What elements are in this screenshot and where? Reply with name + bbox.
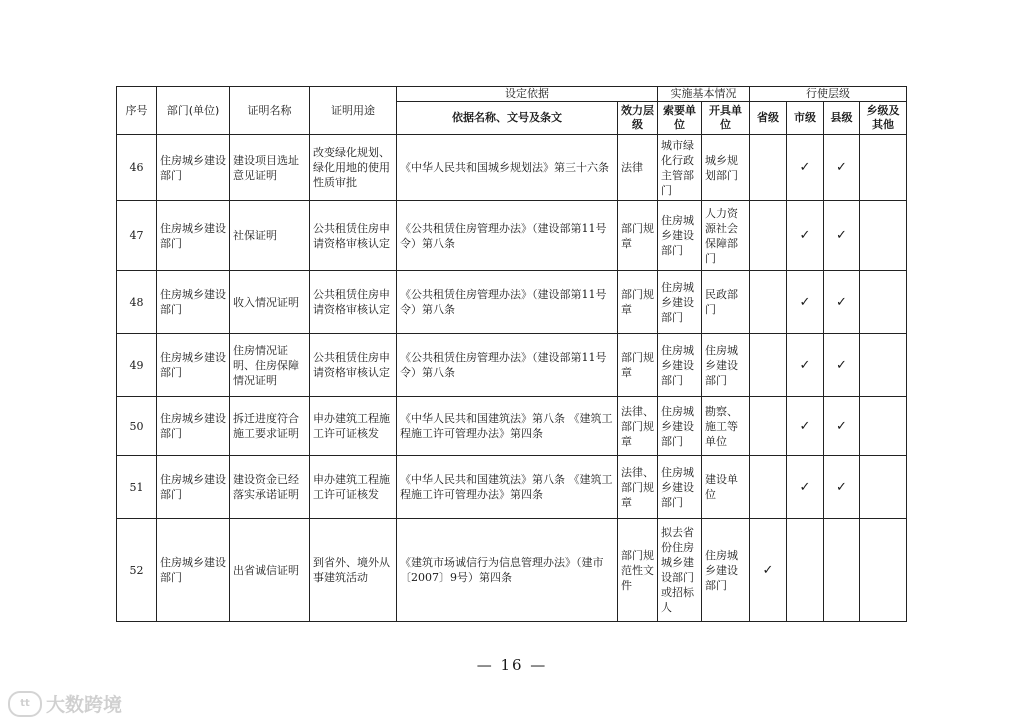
check-county: ✓: [824, 135, 860, 201]
check-county: ✓: [824, 271, 860, 334]
table-row: [117, 456, 907, 519]
table-row: [117, 519, 907, 622]
cell-cert-use: 公共租赁住房申请资格审核认定: [310, 201, 397, 271]
cell-level: 部门规章: [618, 334, 658, 397]
cell-level: 法律、部门规章: [618, 456, 658, 519]
header-impl-required: 索要单位: [658, 102, 702, 135]
check-town: [860, 135, 907, 201]
cell-required: 住房城乡建设部门: [658, 271, 702, 334]
check-city: ✓: [787, 201, 824, 271]
cell-issuer: 勘察、施工等单位: [702, 397, 750, 456]
cell-level: 部门规范性文件: [618, 519, 658, 622]
check-province: [750, 201, 787, 271]
cell-level: 法律: [618, 135, 658, 201]
cell-dept: 住房城乡建设部门: [157, 519, 230, 622]
table-body: [117, 135, 907, 622]
cell-issuer: 住房城乡建设部门: [702, 519, 750, 622]
cell-level: 法律、部门规章: [618, 397, 658, 456]
cell-level: 部门规章: [618, 201, 658, 271]
cell-dept: 住房城乡建设部门: [157, 334, 230, 397]
check-province: [750, 135, 787, 201]
header-lvl-province: 省级: [750, 102, 787, 135]
check-city: ✓: [787, 135, 824, 201]
cell-dept: 住房城乡建设部门: [157, 201, 230, 271]
cell-cert-use: 申办建筑工程施工许可证核发: [310, 397, 397, 456]
cell-required: 住房城乡建设部门: [658, 456, 702, 519]
cell-basis: 《中华人民共和国建筑法》第八条 《建筑工程施工许可管理办法》第四条: [397, 397, 618, 456]
cell-no: 46: [117, 135, 157, 201]
table-row: [117, 271, 907, 334]
table-row: [117, 397, 907, 456]
check-town: [860, 271, 907, 334]
cell-basis: 《公共租赁住房管理办法》（建设部第11号令）第八条: [397, 271, 618, 334]
cell-cert-use: 公共租赁住房申请资格审核认定: [310, 271, 397, 334]
check-county: [824, 519, 860, 622]
cell-required: 住房城乡建设部门: [658, 334, 702, 397]
cell-cert-use: 公共租赁住房申请资格审核认定: [310, 334, 397, 397]
check-province: ✓: [750, 519, 787, 622]
header-dept: 部门(单位): [157, 87, 230, 135]
header-basis-level: 效力层级: [618, 102, 658, 135]
watermark-logo-icon: tt: [8, 691, 42, 717]
table-header: [117, 87, 907, 135]
check-town: [860, 201, 907, 271]
check-city: ✓: [787, 271, 824, 334]
cell-issuer: 城乡规划部门: [702, 135, 750, 201]
header-lvl-county: 县级: [824, 102, 860, 135]
cell-basis: 《建筑市场诚信行为信息管理办法》（建市〔2007〕9号）第四条: [397, 519, 618, 622]
cell-no: 52: [117, 519, 157, 622]
header-lvl-city: 市级: [787, 102, 824, 135]
cell-no: 49: [117, 334, 157, 397]
check-city: [787, 519, 824, 622]
cell-cert-name: 收入情况证明: [230, 271, 310, 334]
check-county: ✓: [824, 201, 860, 271]
page-number: — 16 —: [476, 656, 548, 674]
header-exercise-group: 行使层级: [750, 87, 907, 102]
cell-required: 住房城乡建设部门: [658, 201, 702, 271]
cell-cert-name: 建设资金已经落实承诺证明: [230, 456, 310, 519]
check-county: ✓: [824, 456, 860, 519]
cell-basis: 《中华人民共和国建筑法》第八条 《建筑工程施工许可管理办法》第四条: [397, 456, 618, 519]
table-row: [117, 135, 907, 201]
watermark: [8, 690, 122, 717]
header-cert-use: 证明用途: [310, 87, 397, 135]
header-cert-name: 证明名称: [230, 87, 310, 135]
check-city: ✓: [787, 397, 824, 456]
table-row: [117, 201, 907, 271]
header-impl-issuer: 开具单位: [702, 102, 750, 135]
table-row: [117, 334, 907, 397]
cell-cert-name: 出省诚信证明: [230, 519, 310, 622]
cell-issuer: 住房城乡建设部门: [702, 334, 750, 397]
check-province: [750, 456, 787, 519]
watermark-text: 大数跨境: [46, 694, 123, 716]
cell-level: 部门规章: [618, 271, 658, 334]
cell-basis: 《公共租赁住房管理办法》（建设部第11号令）第八条: [397, 334, 618, 397]
check-town: [860, 397, 907, 456]
header-seq: 序号: [117, 87, 157, 135]
check-town: [860, 456, 907, 519]
check-city: ✓: [787, 334, 824, 397]
check-town: [860, 519, 907, 622]
cell-no: 48: [117, 271, 157, 334]
cell-dept: 住房城乡建设部门: [157, 135, 230, 201]
cell-no: 51: [117, 456, 157, 519]
cell-cert-use: 到省外、境外从事建筑活动: [310, 519, 397, 622]
cell-required: 拟去省份住房城乡建设部门或招标人: [658, 519, 702, 622]
cell-basis: 《中华人民共和国城乡规划法》第三十六条: [397, 135, 618, 201]
cell-required: 城市绿化行政主管部门: [658, 135, 702, 201]
check-city: ✓: [787, 456, 824, 519]
cell-dept: 住房城乡建设部门: [157, 397, 230, 456]
header-basis-name: 依据名称、文号及条文: [397, 102, 618, 135]
check-county: ✓: [824, 397, 860, 456]
cell-cert-use: 改变绿化规划、绿化用地的使用性质审批: [310, 135, 397, 201]
cell-cert-use: 申办建筑工程施工许可证核发: [310, 456, 397, 519]
cell-dept: 住房城乡建设部门: [157, 456, 230, 519]
header-impl-group: 实施基本情况: [658, 87, 750, 102]
cell-cert-name: 社保证明: [230, 201, 310, 271]
certificate-table: [116, 86, 907, 622]
cell-issuer: 人力资源社会保障部门: [702, 201, 750, 271]
cell-cert-name: 拆迁进度符合施工要求证明: [230, 397, 310, 456]
cell-required: 住房城乡建设部门: [658, 397, 702, 456]
check-province: [750, 397, 787, 456]
cell-basis: 《公共租赁住房管理办法》（建设部第11号令）第八条: [397, 201, 618, 271]
cell-issuer: 民政部门: [702, 271, 750, 334]
cell-no: 50: [117, 397, 157, 456]
check-province: [750, 271, 787, 334]
check-county: ✓: [824, 334, 860, 397]
header-basis-group: 设定依据: [397, 87, 658, 102]
cell-cert-name: 建设项目选址意见证明: [230, 135, 310, 201]
check-town: [860, 334, 907, 397]
cell-cert-name: 住房情况证明、住房保障情况证明: [230, 334, 310, 397]
cell-no: 47: [117, 201, 157, 271]
cell-issuer: 建设单位: [702, 456, 750, 519]
header-lvl-town: 乡级及其他: [860, 102, 907, 135]
check-province: [750, 334, 787, 397]
cell-dept: 住房城乡建设部门: [157, 271, 230, 334]
